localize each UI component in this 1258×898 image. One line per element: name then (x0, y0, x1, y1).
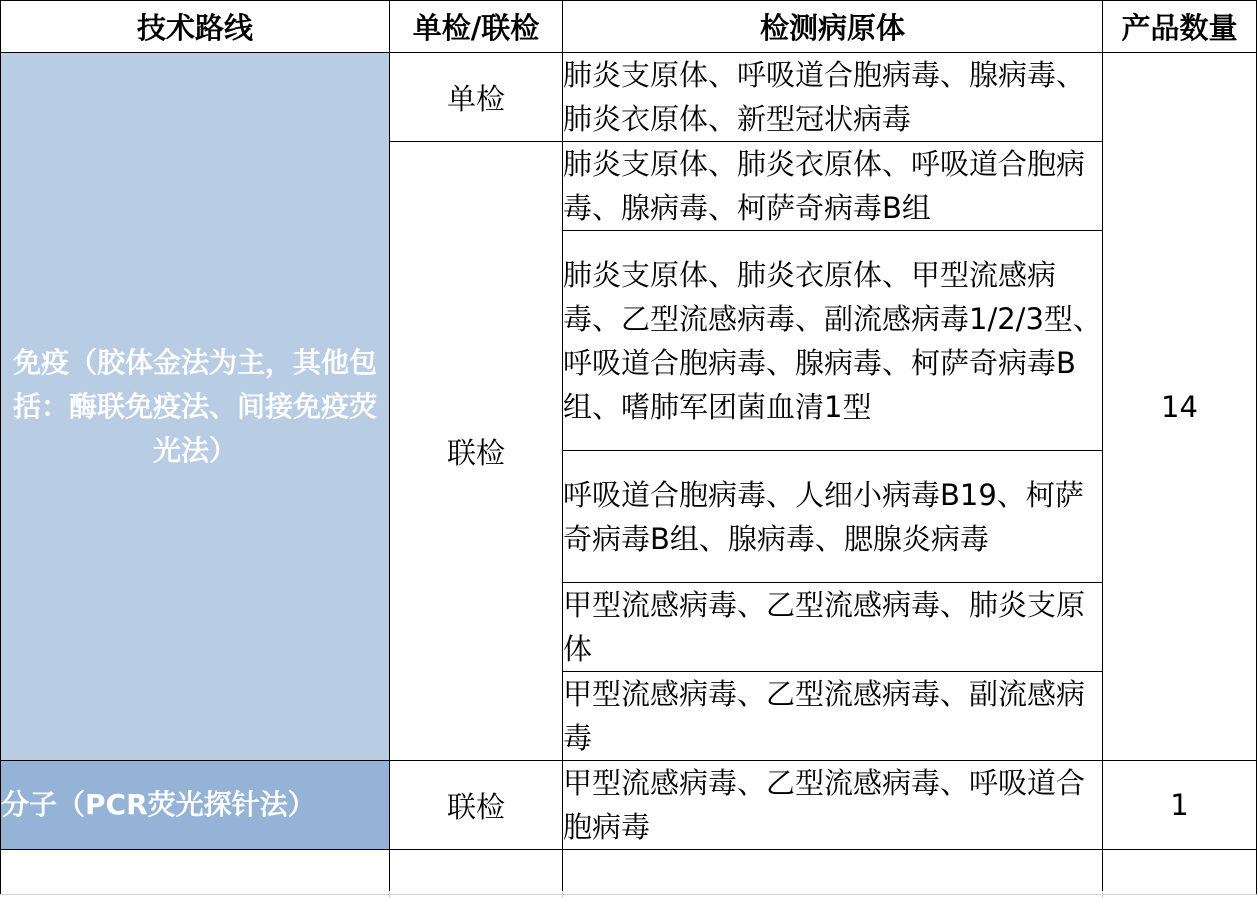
header-row (1, 1, 1257, 53)
table-row (1, 761, 1257, 850)
cell-count-immunology[interactable]: 14 (1103, 53, 1257, 761)
header-single-multi[interactable]: 单检/联检 (390, 1, 563, 53)
cell-pathogens[interactable]: 甲型流感病毒、乙型流感病毒、呼吸道合胞病毒 (563, 761, 1103, 850)
cell-mode-single[interactable]: 单检 (390, 53, 563, 142)
cell-pathogens[interactable]: 肺炎支原体、呼吸道合胞病毒、腺病毒、肺炎衣原体、新型冠状病毒 (563, 53, 1103, 142)
header-tech-route[interactable]: 技术路线 (1, 1, 390, 53)
cell-pathogens[interactable]: 甲型流感病毒、乙型流感病毒、副流感病毒 (563, 672, 1103, 761)
cell-mode-molecular[interactable]: 联检 (390, 761, 563, 850)
empty-cell[interactable] (563, 850, 1103, 895)
header-pathogens[interactable]: 检测病原体 (563, 1, 1103, 53)
gridline (1102, 891, 1103, 898)
cell-pathogens[interactable]: 甲型流感病毒、乙型流感病毒、肺炎支原体 (563, 583, 1103, 672)
empty-cell[interactable] (390, 850, 563, 895)
cell-mode-multi[interactable]: 联检 (390, 142, 563, 761)
gridline (562, 891, 563, 898)
cell-tech-molecular[interactable]: 分子（PCR荧光探针法） (1, 761, 390, 850)
cell-pathogens[interactable]: 肺炎支原体、肺炎衣原体、呼吸道合胞病毒、腺病毒、柯萨奇病毒B组 (563, 142, 1103, 231)
table-row (1, 53, 1257, 142)
cell-tech-immunology[interactable]: 免疫（胶体金法为主，其他包括：酶联免疫法、间接免疫荧光法） (1, 53, 390, 761)
cell-pathogens[interactable]: 肺炎支原体、肺炎衣原体、甲型流感病毒、乙型流感病毒、副流感病毒1/2/3型、呼吸道合胞病毒、腺病毒、柯萨奇病毒B组、嗜肺军团菌血清1型 (563, 231, 1103, 451)
cell-count-molecular[interactable]: 1 (1103, 761, 1257, 850)
empty-row (1, 850, 1257, 895)
cell-pathogens[interactable]: 呼吸道合胞病毒、人细小病毒B19、柯萨奇病毒B组、腺病毒、腮腺炎病毒 (563, 451, 1103, 583)
gridline (389, 891, 390, 898)
empty-cell[interactable] (1103, 850, 1257, 895)
header-product-count[interactable]: 产品数量 (1103, 1, 1257, 53)
empty-cell[interactable] (1, 850, 390, 895)
